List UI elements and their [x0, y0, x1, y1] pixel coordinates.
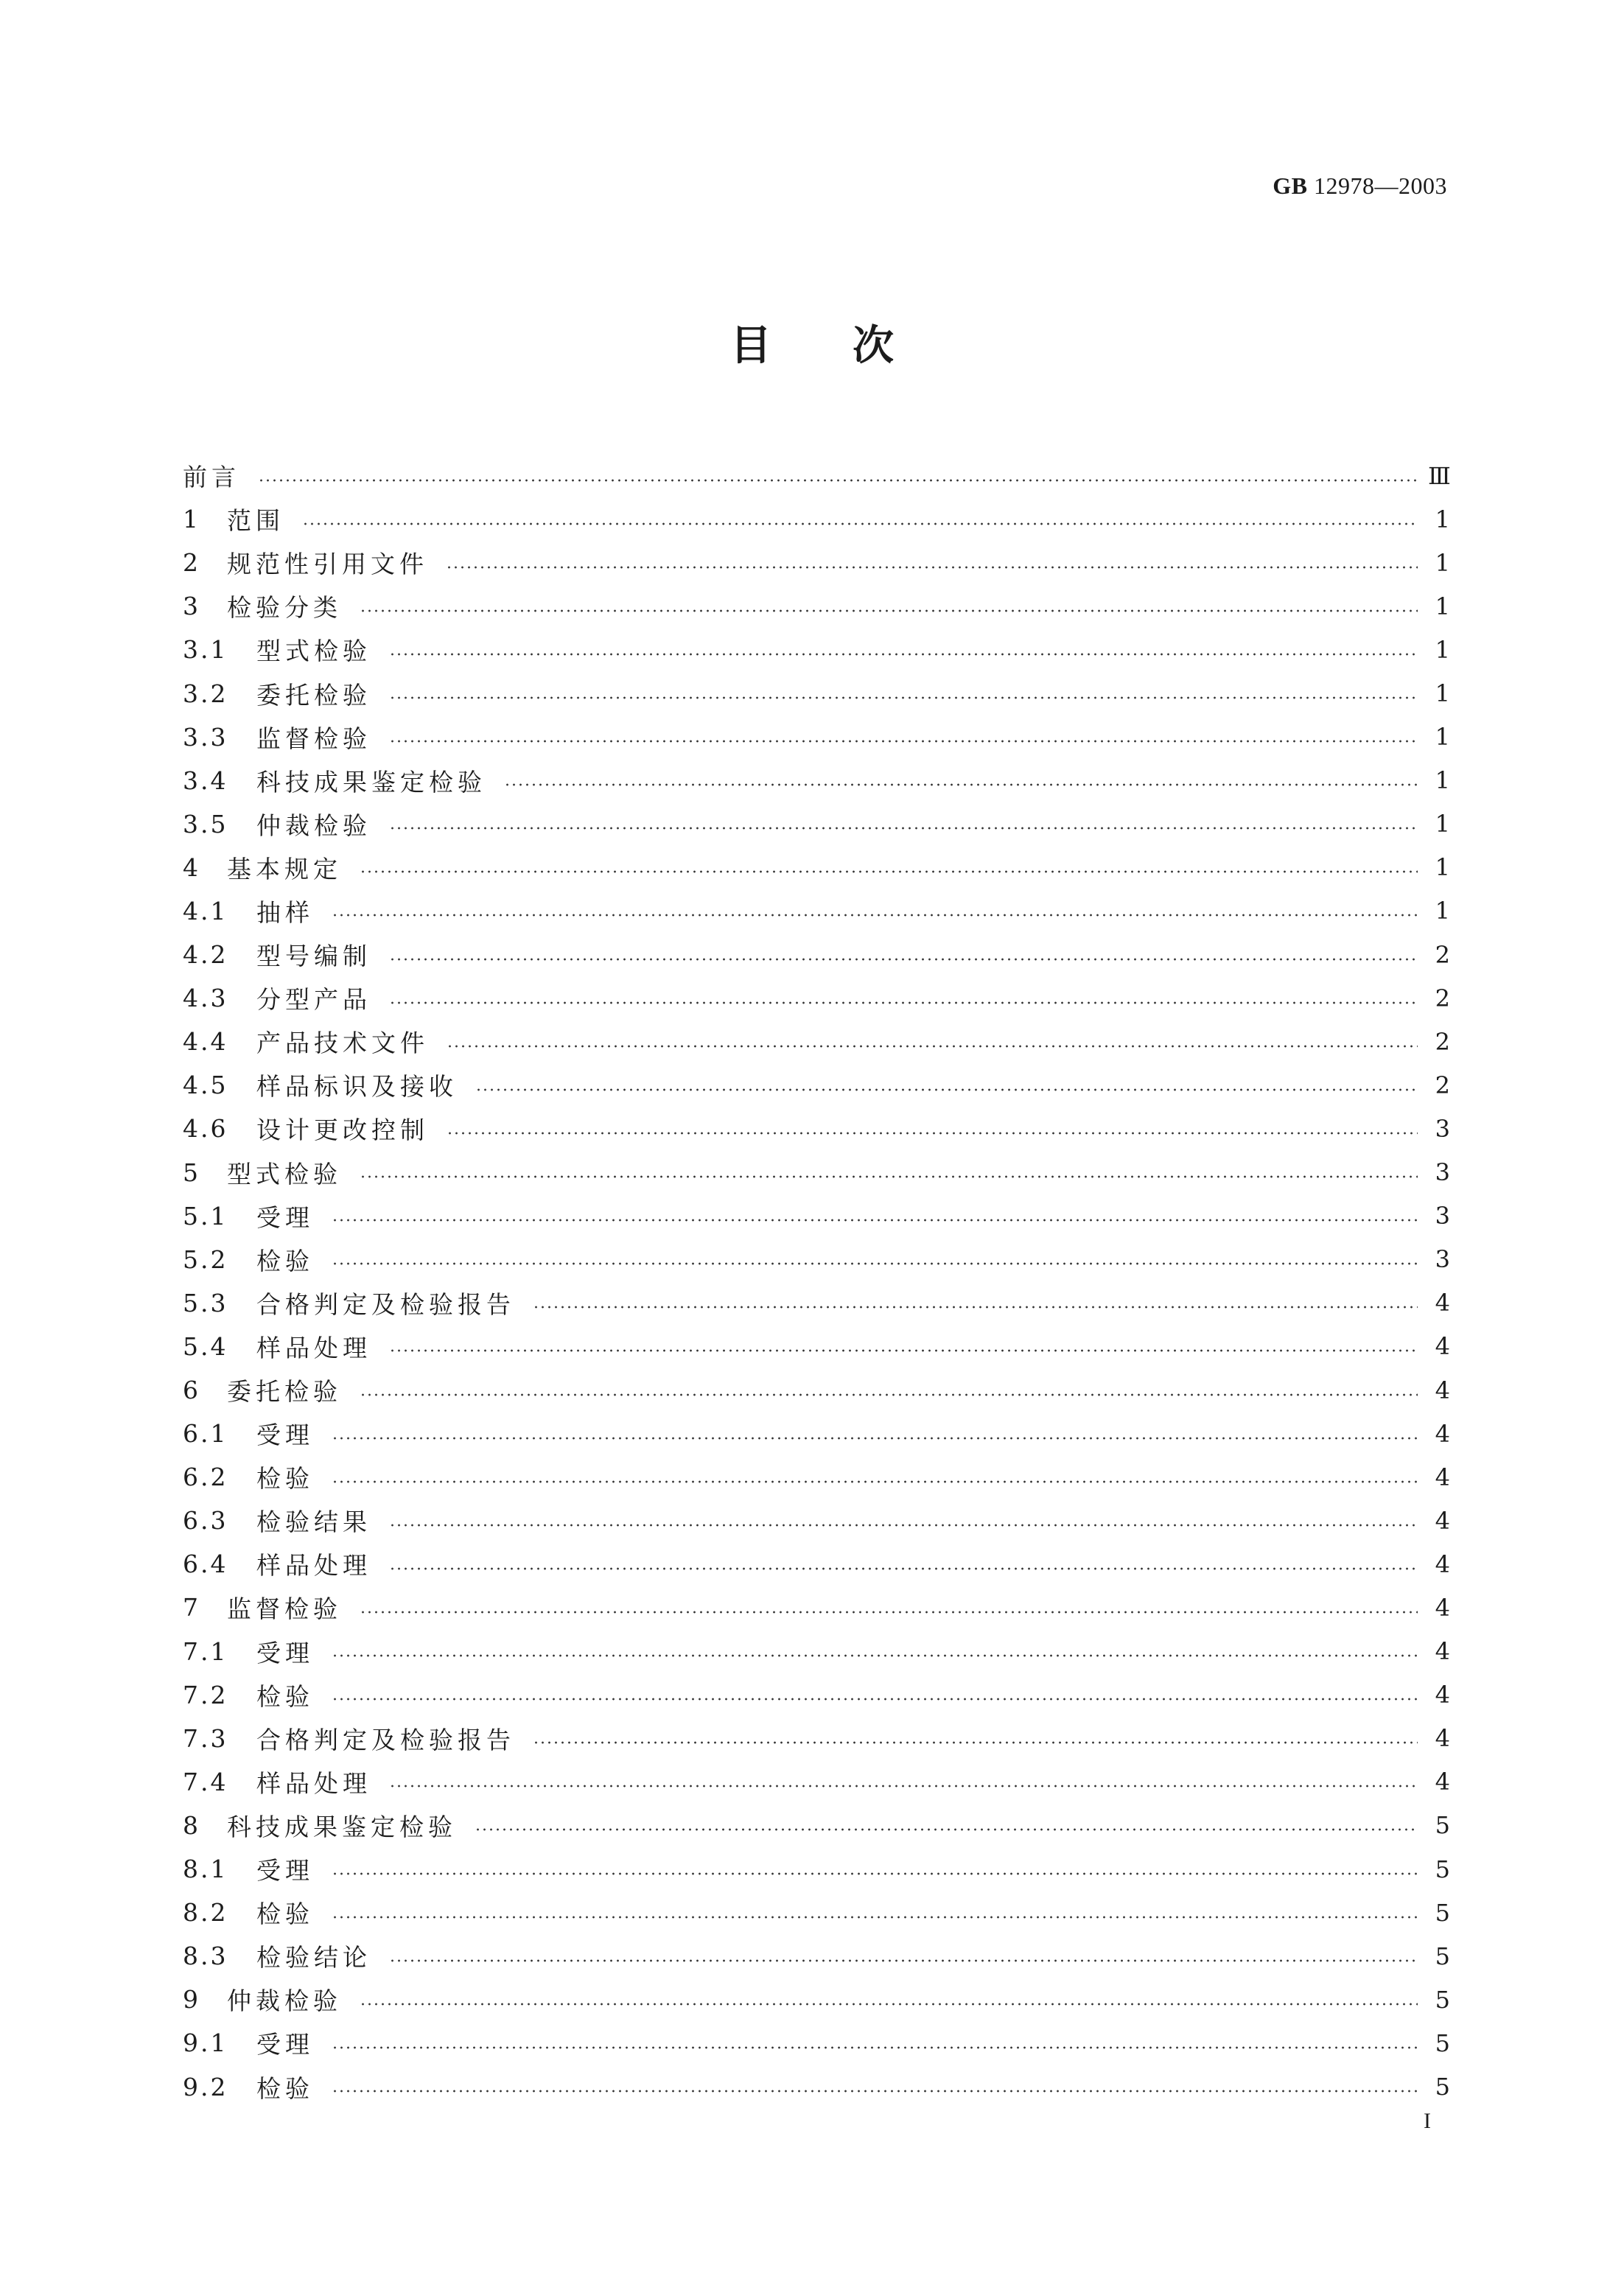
toc-entry-title: 检验 [256, 1464, 314, 1494]
toc-dot-leader [389, 958, 1418, 961]
table-of-contents [183, 454, 1450, 2109]
toc-entry-page: 3 [1435, 1114, 1450, 1143]
standard-number: 12978—2003 [1314, 172, 1447, 199]
page-number: I [1424, 2109, 1431, 2133]
toc-entry-page: 3 [1435, 1158, 1450, 1187]
page-title-text: 目次 [730, 322, 975, 370]
toc-dot-leader [389, 696, 1418, 699]
toc-entry-page: 1 [1435, 723, 1450, 752]
toc-dot-leader [332, 1219, 1418, 1222]
toc-entry-page: 5 [1435, 1855, 1450, 1883]
toc-entry-title: 检验 [256, 2073, 314, 2103]
toc-dot-leader [332, 1654, 1418, 1657]
toc-entry-number: 8.2 [183, 1898, 228, 1928]
toc-entry-number: 7.2 [183, 1680, 228, 1709]
toc-entry-number: 7.4 [183, 1767, 228, 1796]
toc-dot-leader [389, 653, 1418, 656]
toc-dot-leader [447, 1045, 1418, 1048]
toc-dot-leader [533, 1306, 1418, 1309]
toc-entry-number: 5.2 [183, 1244, 228, 1274]
toc-entry[interactable] [183, 454, 1450, 497]
toc-entry[interactable] [183, 1412, 1450, 1455]
toc-entry-title: 抽样 [256, 897, 314, 927]
toc-entry-title: 受理 [256, 1856, 314, 1886]
toc-entry[interactable] [183, 846, 1450, 889]
toc-entry-page: 4 [1435, 1419, 1450, 1448]
toc-entry[interactable] [183, 1020, 1450, 1063]
toc-dot-leader [389, 1785, 1418, 1788]
toc-entry-page: 4 [1435, 1724, 1450, 1753]
toc-entry-page: 4 [1435, 1506, 1450, 1535]
toc-entry-number: 4.2 [183, 940, 228, 970]
toc-entry-number: 5.1 [183, 1201, 228, 1230]
toc-entry-title: 科技成果鉴定检验 [256, 767, 486, 797]
toc-dot-leader [360, 2003, 1418, 2006]
toc-entry[interactable] [183, 1151, 1450, 1194]
toc-dot-leader [360, 1393, 1418, 1396]
toc-entry[interactable] [183, 2021, 1450, 2065]
toc-dot-leader [504, 783, 1418, 786]
toc-entry-number: 4.5 [183, 1071, 228, 1100]
toc-entry-number: 4.6 [183, 1114, 228, 1144]
toc-entry[interactable] [183, 1760, 1450, 1804]
toc-entry-title: 样品处理 [256, 1333, 371, 1362]
toc-entry-page: 4 [1435, 1463, 1450, 1491]
toc-entry-title: 检验 [256, 1900, 314, 1929]
toc-dot-leader [360, 1611, 1418, 1614]
toc-entry-page: 4 [1435, 1289, 1450, 1317]
toc-entry-number: 6 [183, 1376, 200, 1405]
toc-entry-title: 检验 [256, 1681, 314, 1711]
toc-entry-number: 6.4 [183, 1550, 228, 1579]
toc-entry[interactable] [183, 1847, 1450, 1891]
toc-entry-page: 5 [1435, 1942, 1450, 1970]
toc-dot-leader [389, 1001, 1418, 1004]
toc-dot-leader [332, 2090, 1418, 2093]
toc-dot-leader [447, 1132, 1418, 1135]
toc-entry-page: 4 [1435, 1550, 1450, 1578]
toc-dot-leader [302, 522, 1418, 525]
toc-entry-page: 5 [1435, 2028, 1450, 2057]
toc-entry-page: 4 [1435, 1768, 1450, 1796]
toc-entry-page: 1 [1435, 853, 1450, 882]
toc-entry-number: 8 [183, 1810, 200, 1840]
toc-entry[interactable] [183, 715, 1450, 759]
toc-entry-number: 7 [183, 1593, 200, 1622]
standard-prefix: GB [1273, 172, 1308, 199]
toc-entry-number: 3.1 [183, 635, 228, 665]
document-header [1273, 172, 1447, 200]
toc-entry-number: 3.3 [183, 722, 228, 752]
toc-entry[interactable] [183, 1238, 1450, 1281]
toc-entry-title: 基本规定 [227, 854, 342, 883]
toc-entry-title: 范围 [227, 506, 284, 536]
toc-entry[interactable] [183, 1455, 1450, 1499]
toc-entry-title: 前言 [183, 463, 240, 492]
toc-entry-number: 6.3 [183, 1506, 228, 1536]
toc-entry-number: 2 [183, 548, 200, 578]
toc-entry-title: 仲裁检验 [227, 1986, 342, 2016]
toc-entry-number: 4 [183, 853, 200, 882]
toc-entry-page: 1 [1435, 679, 1450, 708]
toc-entry-page: 4 [1435, 1637, 1450, 1666]
toc-entry-title: 检验结论 [256, 1943, 371, 1972]
toc-entry[interactable] [183, 1630, 1450, 1673]
toc-entry[interactable] [183, 1586, 1450, 1629]
toc-dot-leader [258, 479, 1418, 482]
toc-entry-title: 科技成果鉴定检验 [227, 1812, 457, 1841]
toc-entry-page: 1 [1435, 548, 1450, 577]
toc-entry[interactable] [183, 933, 1450, 976]
toc-entry[interactable] [183, 1804, 1450, 1847]
toc-entry-number: 9.2 [183, 2072, 228, 2101]
toc-entry-title: 受理 [256, 2030, 314, 2059]
toc-entry[interactable] [183, 802, 1450, 846]
toc-dot-leader [389, 827, 1418, 830]
toc-entry-title: 检验分类 [227, 593, 342, 623]
toc-entry-title: 受理 [256, 1638, 314, 1667]
toc-entry-title: 检验结果 [256, 1508, 371, 1537]
toc-entry-page: 4 [1435, 1593, 1450, 1622]
toc-entry-title: 规范性引用文件 [227, 550, 428, 579]
toc-entry-page: 4 [1435, 1376, 1450, 1404]
toc-entry[interactable] [183, 1107, 1450, 1150]
toc-entry-title: 型式检验 [227, 1159, 342, 1188]
toc-entry-page: 2 [1435, 1071, 1450, 1099]
toc-entry-page: 5 [1435, 1898, 1450, 1927]
toc-entry-page: 1 [1435, 635, 1450, 664]
toc-dot-leader [332, 1480, 1418, 1483]
toc-entry-number: 9.1 [183, 2028, 228, 2058]
toc-entry[interactable] [183, 1063, 1450, 1107]
toc-entry-page: 4 [1435, 1332, 1450, 1361]
toc-entry[interactable] [183, 2065, 1450, 2108]
toc-entry-title: 样品处理 [256, 1768, 371, 1798]
toc-dot-leader [332, 1872, 1418, 1875]
toc-entry[interactable] [183, 1499, 1450, 1542]
toc-entry-title: 型式检验 [256, 637, 371, 666]
toc-entry[interactable] [183, 1978, 1450, 2021]
toc-dot-leader [332, 2046, 1418, 2049]
toc-entry-number: 4.3 [183, 984, 228, 1013]
toc-entry[interactable] [183, 889, 1450, 933]
toc-entry[interactable] [183, 1717, 1450, 1760]
toc-entry-number: 4.4 [183, 1027, 228, 1057]
toc-entry-page: 3 [1435, 1245, 1450, 1274]
toc-entry-title: 仲裁检验 [256, 811, 371, 840]
toc-entry-title: 受理 [256, 1421, 314, 1450]
toc-entry[interactable] [183, 671, 1450, 715]
toc-entry-number: 8.1 [183, 1855, 228, 1884]
toc-dot-leader [446, 566, 1418, 569]
toc-dot-leader [389, 740, 1418, 743]
toc-entry-number: 3.2 [183, 679, 228, 708]
toc-dot-leader [475, 1828, 1418, 1831]
toc-entry-title: 检验 [256, 1246, 314, 1275]
toc-entry-title: 监督检验 [227, 1594, 342, 1624]
toc-entry[interactable] [183, 541, 1450, 584]
toc-dot-leader [389, 1524, 1418, 1527]
toc-entry-title: 委托检验 [256, 680, 371, 710]
toc-entry-number: 7.3 [183, 1723, 228, 1753]
toc-entry-number: 6.2 [183, 1463, 228, 1492]
toc-entry-title: 分型产品 [256, 985, 371, 1015]
toc-dot-leader [332, 1437, 1418, 1440]
toc-entry-number: 4.1 [183, 896, 228, 925]
toc-entry-number: 5.4 [183, 1331, 228, 1361]
toc-entry-number: 8.3 [183, 1942, 228, 1971]
toc-entry-page: 2 [1435, 1027, 1450, 1056]
toc-entry-page: 3 [1435, 1202, 1450, 1230]
toc-entry-page: 5 [1435, 2073, 1450, 2101]
toc-dot-leader [332, 1698, 1418, 1701]
toc-entry[interactable] [183, 1368, 1450, 1412]
toc-entry-page: 5 [1435, 1985, 1450, 2014]
toc-entry-page: 4 [1435, 1681, 1450, 1709]
toc-entry-title: 合格判定及检验报告 [256, 1289, 515, 1319]
toc-entry-title: 合格判定及检验报告 [256, 1725, 515, 1754]
toc-entry-page: 1 [1435, 592, 1450, 620]
toc-entry-page: 1 [1435, 897, 1450, 925]
toc-entry-title: 样品标识及接收 [256, 1072, 458, 1102]
toc-entry-number: 3.4 [183, 766, 228, 795]
toc-entry-page: 5 [1435, 1811, 1450, 1840]
toc-entry-page: 1 [1435, 505, 1450, 533]
toc-entry[interactable] [183, 1325, 1450, 1368]
toc-dot-leader [389, 1959, 1418, 1962]
toc-entry-title: 监督检验 [256, 724, 371, 753]
toc-entry-page: 2 [1435, 984, 1450, 1012]
toc-entry-number: 9 [183, 1985, 200, 2014]
toc-entry-number: 1 [183, 505, 200, 534]
toc-entry-title: 委托检验 [227, 1377, 342, 1407]
toc-entry-title: 产品技术文件 [256, 1029, 429, 1058]
page-title [0, 313, 1624, 372]
toc-entry[interactable] [183, 584, 1450, 628]
toc-dot-leader [332, 1916, 1418, 1919]
toc-entry-number: 5.3 [183, 1288, 228, 1317]
toc-entry[interactable] [183, 1673, 1450, 1717]
toc-entry-page: 2 [1435, 940, 1450, 969]
toc-entry-title: 型号编制 [256, 942, 371, 971]
toc-entry[interactable] [183, 497, 1450, 541]
toc-entry[interactable] [183, 1891, 1450, 1934]
toc-entry-page: Ⅲ [1428, 461, 1451, 490]
toc-entry[interactable] [183, 1934, 1450, 1978]
toc-dot-leader [389, 1567, 1418, 1570]
toc-entry-number: 3 [183, 592, 200, 621]
toc-entry-page: 1 [1435, 810, 1450, 839]
toc-entry[interactable] [183, 628, 1450, 671]
toc-entry[interactable] [183, 1194, 1450, 1238]
toc-entry-number: 3.5 [183, 809, 228, 839]
toc-dot-leader [360, 870, 1418, 873]
toc-entry[interactable] [183, 976, 1450, 1020]
toc-dot-leader [360, 609, 1418, 612]
toc-entry-title: 受理 [256, 1202, 314, 1232]
toc-entry-page: 1 [1435, 766, 1450, 795]
toc-entry-title: 设计更改控制 [256, 1116, 429, 1145]
toc-entry[interactable] [183, 759, 1450, 802]
toc-entry-number: 7.1 [183, 1636, 228, 1666]
toc-entry[interactable] [183, 1542, 1450, 1586]
toc-entry[interactable] [183, 1281, 1450, 1325]
toc-dot-leader [475, 1088, 1418, 1091]
toc-dot-leader [332, 1262, 1418, 1265]
toc-entry-number: 5 [183, 1158, 200, 1187]
toc-entry-title: 样品处理 [256, 1551, 371, 1580]
toc-entry-number: 6.1 [183, 1419, 228, 1449]
toc-dot-leader [389, 1349, 1418, 1352]
toc-dot-leader [533, 1741, 1418, 1744]
toc-dot-leader [360, 1175, 1418, 1178]
toc-dot-leader [332, 914, 1418, 917]
